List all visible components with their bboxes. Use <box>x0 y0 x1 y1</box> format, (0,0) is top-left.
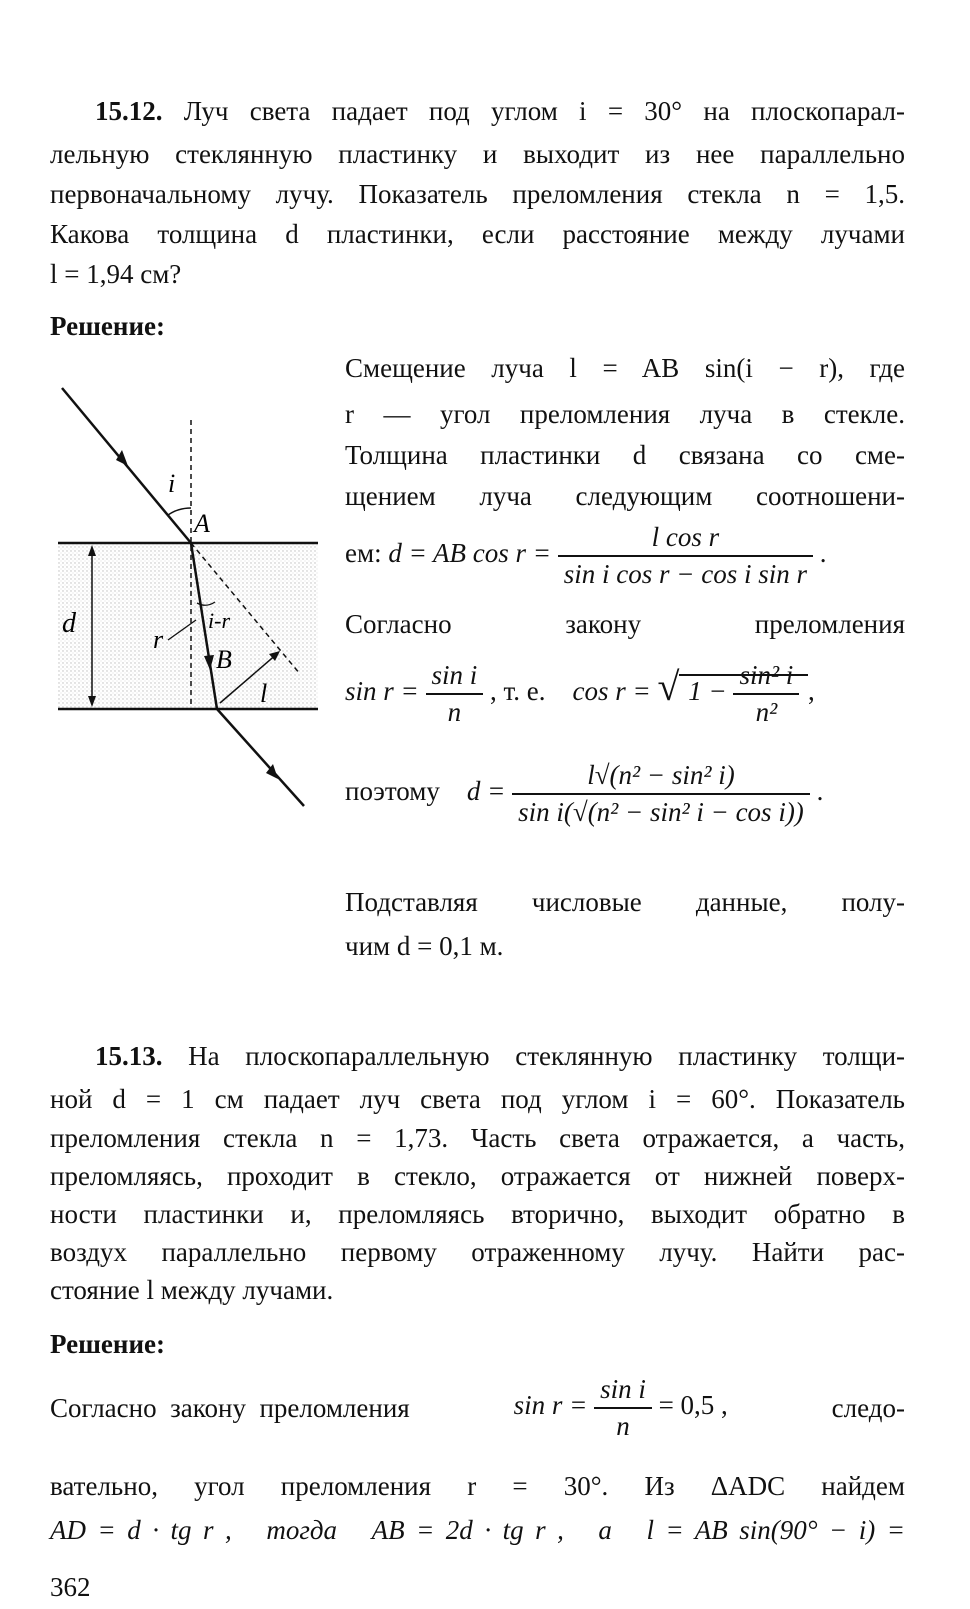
solution-1512-line-3: Толщина пластинки d связана со сме- <box>345 440 905 470</box>
solution-1512-line-1: Смещение луча l = AB sin(i − r), где <box>345 353 905 383</box>
problem-1512-line-1 <box>95 95 905 127</box>
formula2-denominator: n <box>447 697 462 727</box>
law-word-2: закону <box>565 609 642 639</box>
formula-snell-1513 <box>50 1374 905 1442</box>
problem-1512-number: 15.12. <box>95 96 163 126</box>
emergent-ray <box>217 709 304 806</box>
problem-1513-line-6: воздух параллельно первому отраженному лучу. Найти рас- <box>50 1237 905 1267</box>
formula4-prefix: Согласно закону преломления <box>50 1392 410 1423</box>
sqrt-icon: √ <box>657 664 680 710</box>
formula1-suffix: . <box>819 538 827 569</box>
problem-1513-line-3: преломления стекла n = 1,73. Часть света отражается, а часть, <box>50 1123 905 1153</box>
solution-heading-1513: Решение: <box>50 1329 165 1359</box>
formula4-suffix: следо- <box>831 1392 905 1423</box>
formula4-lhs: sin r = <box>513 1390 588 1421</box>
formula4-body <box>514 1374 728 1442</box>
problem-1513-tail-2: AD = d · tg r , тогда AB = 2d · tg r , а l = AB sin(90° − i) = <box>50 1515 905 1545</box>
incident-arrow-icon <box>116 450 128 466</box>
incident-ray <box>62 388 191 543</box>
formula2-radicand <box>679 660 808 727</box>
formula2-sqrt-lead: 1 − <box>688 676 727 707</box>
problem-1513-line-4: преломляясь, проходит в стекло, отражается от нижней поверх- <box>50 1161 905 1191</box>
problem-1513-tail-1: вательно, угол преломления r = 30°. Из ΔADC найдем <box>50 1471 905 1501</box>
solution-1512-line-2: r — угол преломления луча в стекле. <box>345 399 905 429</box>
formula4-fraction <box>594 1374 652 1442</box>
label-i-minus-r: i-r <box>208 608 230 633</box>
problem-1513-line-1 <box>95 1040 905 1072</box>
problem-1512-text-1: Луч света падает под углом i = 30° на плоскопарал- <box>183 96 906 126</box>
formula2-mid: , т. е. <box>490 676 546 707</box>
formula2-sqrt-numerator: sin² i <box>733 660 799 695</box>
problem-1512-line-3: первоначальному лучу. Показатель преломления стекла n = 1,5. <box>50 179 905 209</box>
formula-final-d <box>345 760 823 828</box>
formula-sin-cos <box>345 660 815 728</box>
formula3-fraction <box>512 760 810 828</box>
formula1-numerator: l cos r <box>558 522 813 557</box>
angle-i-arc <box>168 508 191 515</box>
result-line-2: чим d = 0,1 м. <box>345 931 504 961</box>
formula3-numerator: l√(n² − sin² i) <box>512 760 810 795</box>
law-line <box>345 608 905 640</box>
formula2-sqrt-fraction <box>733 660 799 728</box>
formula3-denominator: sin i(√(n² − sin² i − cos i)) <box>518 797 804 827</box>
label-l: l <box>260 679 268 708</box>
formula3-lhs: d = <box>466 776 506 807</box>
formula2-suffix: , <box>808 676 815 707</box>
label-i: i <box>168 469 176 498</box>
problem-1512-line-5: l = 1,94 см? <box>50 259 182 289</box>
problem-1513-line-5: ности пластинки и, преломляясь вторично, выходит обратно в <box>50 1199 905 1229</box>
problem-1513-number: 15.13. <box>95 1041 163 1071</box>
solution-1512-line-4: щением луча следующим соотношени- <box>345 481 905 511</box>
formula1-fraction <box>558 522 813 590</box>
label-r: r <box>153 625 164 654</box>
formula1-denominator: sin i cos r − cos i sin r <box>563 559 808 589</box>
formula2-fraction <box>426 660 484 728</box>
solution-heading-1512: Решение: <box>50 311 165 341</box>
result-line-1: Подставляя числовые данные, полу- <box>345 887 905 917</box>
formula-thickness <box>345 522 827 590</box>
problem-1513-line-2: ной d = 1 см падает луч света под углом i = 60°. Показатель <box>50 1084 905 1114</box>
page-number: 362 <box>50 1572 91 1602</box>
label-d: d <box>62 608 76 639</box>
formula3-prefix: поэтому <box>345 776 440 807</box>
formula1-lhs: d = AB cos r = <box>388 538 552 569</box>
law-word-1: Согласно <box>345 609 452 639</box>
formula4-denominator: n <box>616 1411 630 1441</box>
label-A: A <box>194 509 210 538</box>
formula4-numerator: sin i <box>594 1374 652 1409</box>
law-word-3: преломления <box>754 609 906 639</box>
formula4-rhs: = 0,5 , <box>658 1390 728 1421</box>
formula3-suffix: . <box>816 776 824 807</box>
problem-1512-line-4: Какова толщина d пластинки, если расстояние между лучами <box>50 219 905 249</box>
formula2-lhs: sin r = <box>345 676 419 707</box>
label-B: B <box>216 645 232 674</box>
formula1-prefix: ем: <box>345 538 382 569</box>
formula2-rhs: cos r = <box>572 676 651 707</box>
formula2-sqrt-denominator: n² <box>755 697 778 727</box>
refraction-diagram <box>50 370 325 820</box>
problem-1513-line-7: стояние l между лучами. <box>50 1275 334 1305</box>
problem-1513-text-1: На плоскопараллельную стеклянную пластинку толщи- <box>188 1041 906 1071</box>
problem-1512-line-2: лельную стеклянную пластинку и выходит из нее параллельно <box>50 139 905 169</box>
formula2-numerator: sin i <box>426 660 484 695</box>
